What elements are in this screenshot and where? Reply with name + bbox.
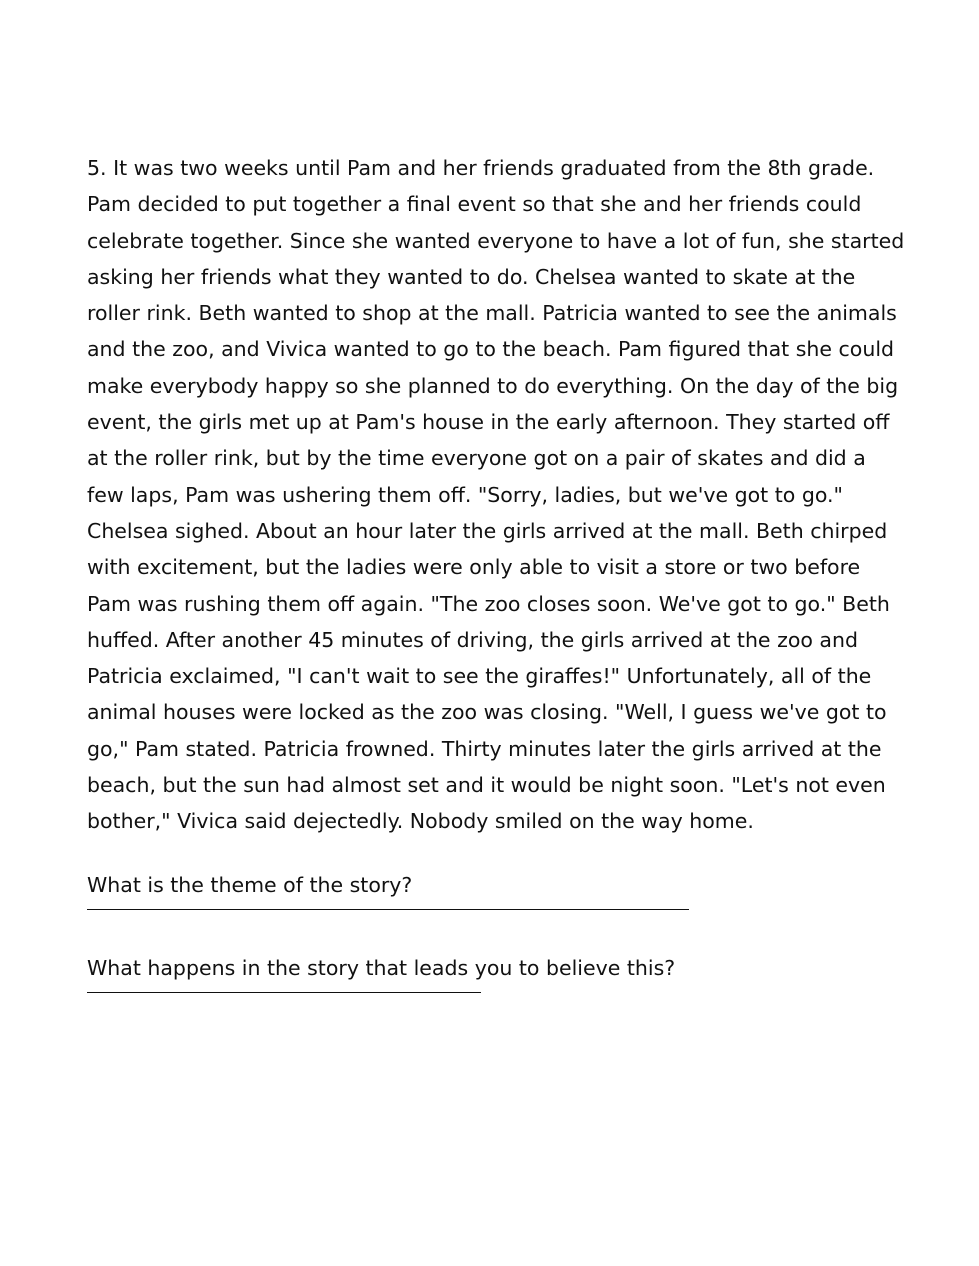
worksheet-page [87,150,907,993]
question-block-evidence [87,950,907,993]
question-theme: What is the theme of the story? [87,872,413,897]
answer-line-evidence[interactable] [87,992,481,993]
question-block-theme [87,867,907,910]
answer-line-theme[interactable] [87,909,689,910]
question-evidence: What happens in the story that leads you to believe this? [87,955,676,980]
story-passage: 5. It was two weeks until Pam and her friends graduated from the 8th grade. Pam decided to put together a final event so that she and her friends could celebrate together. Since she wanted everyone to have a lot of fun, she started asking her friends what they wanted to do. Chelsea wanted to skate at the roller rink. Beth wanted to shop at the mall. Patricia wanted to see the animals and the zoo, and Vivica wanted to go to the beach. Pam figured that she could make everybody happy so she planned to do everything. On the day of the big event, the girls met up at Pam's house in the early afternoon. They started off at the roller rink, but by the time everyone got on a pair of skates and did a few laps, Pam was ushering them off. "Sorry, ladies, but we've got to go." Chelsea sighed. About an hour later the girls arrived at the mall. Beth chirped with excitement, but the ladies were only able to visit a store or two before Pam was rushing them off again. "The zoo closes soon. We've got to go." Beth huffed. After another 45 minutes of driving, the girls arrived at the zoo and Patricia exclaimed, "I can't wait to see the giraffes!" Unfortunately, all of the animal houses were locked as the zoo was closing. "Well, I guess we've got to go," Pam stated. Patricia frowned. Thirty minutes later the girls arrived at the beach, but the sun had almost set and it would be night soon. "Let's not even bother," Vivica said dejectedly. Nobody smiled on the way home. [87,156,905,834]
